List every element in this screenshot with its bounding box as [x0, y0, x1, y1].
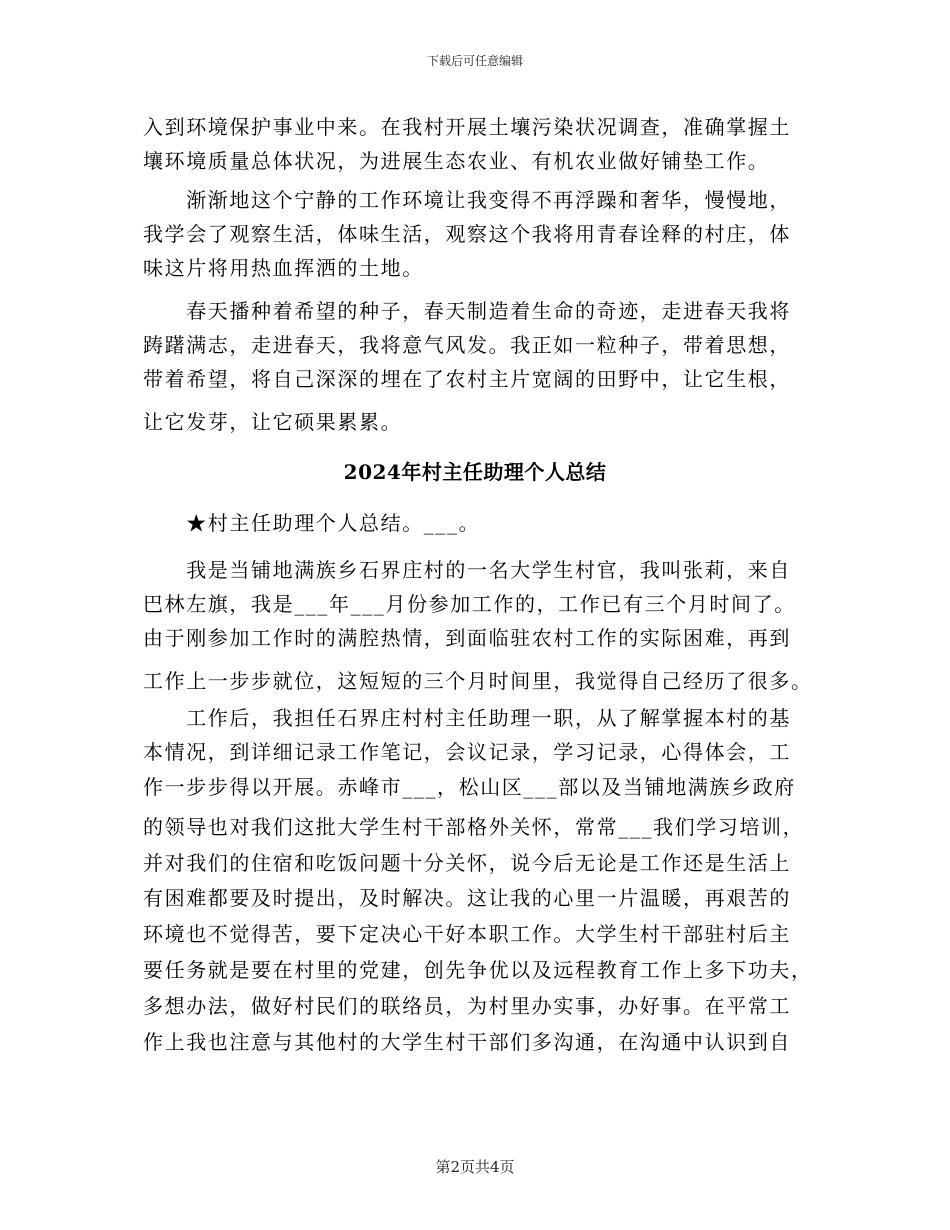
text-line: 春天播种着希望的种子，春天制造着生命的奇迹，走进春天我将 [143, 299, 791, 323]
section-title: 2024年村主任助理个人总结 [343, 460, 607, 484]
text-line: 环境也不觉得苦，要下定决心干好本职工作。大学生村干部驻村后主 [143, 922, 791, 946]
page-footer: 第2页共4页 [435, 1158, 515, 1176]
text-line: 踌躇满志，走进春天，我将意气风发。我正如一粒种子，带着思想， [143, 333, 791, 357]
text-line: ★村主任助理个人总结。___。 [143, 511, 481, 535]
text-line: 渐渐地这个宁静的工作环境让我变得不再浮躁和奢华，慢慢地， [143, 188, 791, 212]
text-line: 作一步步得以开展。赤峰市___，松山区___部以及当铺地满族乡政府 [143, 775, 796, 799]
text-line: 的领导也对我们这批大学生村干部格外关怀，常常___我们学习培训， [143, 815, 805, 839]
text-line: 巴林左旗，我是___年___月份参加工作的，工作已有三个月时间了。 [143, 592, 796, 616]
text-line: 味这片将用热血挥洒的土地。 [143, 256, 424, 280]
text-line: 要任务就是要在村里的党建，创先争优以及远程教育工作上多下功夫， [143, 958, 813, 982]
text-line: 让它发芽，让它硕果累累。 [143, 410, 403, 434]
text-line: 我学会了观察生活，体味生活，观察这个我将用青春诠释的村庄，体 [143, 222, 791, 246]
text-line: 作上我也注意与其他村的大学生村干部们多沟通，在沟通中认识到自 [143, 1030, 791, 1054]
text-line: 并对我们的住宿和吃饭问题十分关怀，说今后无论是工作还是生活上 [143, 851, 791, 875]
page-header: 下载后可任意编辑 [426, 54, 523, 68]
text-line: 工作后，我担任石界庄村村主任助理一职，从了解掌握本村的基 [143, 706, 791, 730]
text-line: 入到环境保护事业中来。在我村开展土壤污染状况调查，准确掌握土 [143, 115, 791, 139]
text-line: 我是当铺地满族乡石界庄村的一名大学生村官，我叫张莉，来自 [143, 558, 791, 582]
text-line: 壤环境质量总体状况，为进展生态农业、有机农业做好铺垫工作。 [143, 149, 770, 173]
text-line: 由于刚参加工作时的满腔热情，到面临驻农村工作的实际困难，再到 [143, 626, 791, 650]
text-line: 带着希望，将自己深深的埋在了农村主片宽阔的田野中，让它生根， [143, 367, 791, 391]
text-line: 本情况，到详细记录工作笔记，会议记录，学习记录，心得体会，工 [143, 740, 791, 764]
text-line: 工作上一步步就位，这短短的三个月时间里，我觉得自己经历了很多。 [143, 669, 813, 693]
text-line: 多想办法，做好村民们的联络员，为村里办实事，办好事。在平常工 [143, 994, 791, 1018]
text-line: 有困难都要及时提出，及时解决。这让我的心里一片温暖，再艰苦的 [143, 886, 791, 910]
